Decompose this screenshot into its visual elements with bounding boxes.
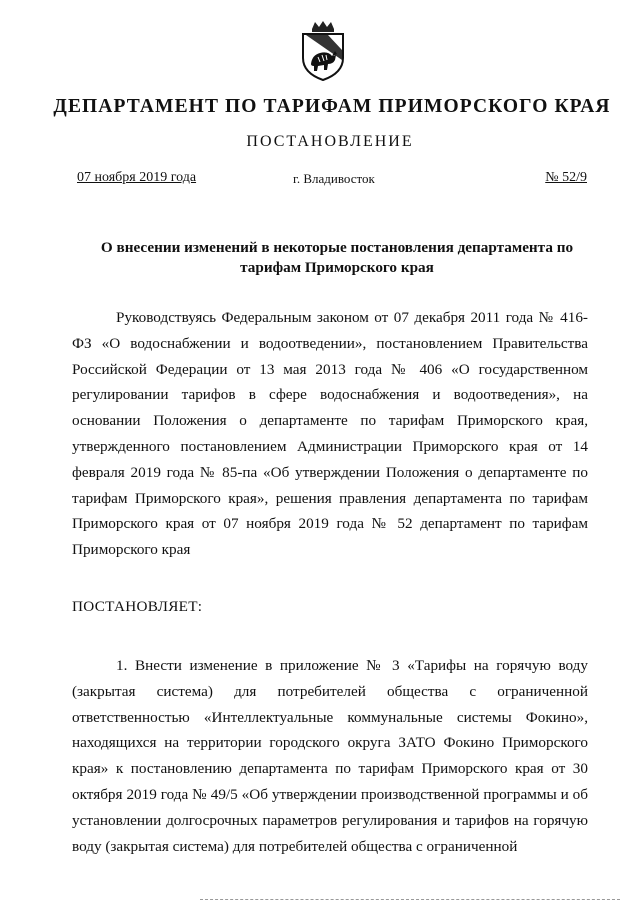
item-1-paragraph: 1. Внести изменение в приложение № 3 «Тарифы на горячую воду (закрытая система) для потребителей общества с ограниченной ответственностью «Интеллектуальные коммунальные системы Фокино», находящихся на территории городского округа ЗАТО Фокино Приморского края» к постановлению департамента по тарифам Приморского края от 30 октября 2019 года № 49/5 «Об утверждении производственной программы и об установлении долгосрочных параметров регулирования и тарифов на горячую воду (закрытая система) для потребителей общества с ограниченной bbox=[72, 657, 588, 855]
document-number: № 52/9 bbox=[545, 170, 587, 185]
resolves-heading: ПОСТАНОВЛЯЕТ: bbox=[72, 598, 203, 615]
department-title: ДЕПАРТАМЕНТ ПО ТАРИФАМ ПРИМОРСКОГО КРАЯ bbox=[53, 96, 611, 117]
document-date: 07 ноября 2019 года bbox=[77, 170, 197, 185]
document-type: ПОСТАНОВЛЕНИЕ bbox=[246, 133, 414, 150]
page-bottom-edge bbox=[200, 899, 620, 900]
coat-of-arms-icon bbox=[298, 20, 348, 82]
document-subject: О внесении изменений в некоторые постановления департамента по тарифам Приморского края bbox=[100, 239, 574, 276]
preamble-paragraph: Руководствуясь Федеральным законом от 07 декабря 2011 года № 416-ФЗ «О водоснабжении и водоотведении», постановлением Правительства Российской Федерации от 13 мая 2013 года № 406 «О государственном регулировании тарифов в сфере водоснабжения и водоотведения», на основании Положения о департаменте по тарифам Приморского края, утвержденного постановлением Администрации Приморского края от 14 февраля 2019 года № 85-па «Об утверждении Положения о департаменте по тарифам Приморского края», решения правления департамента по тарифам Приморского края от 07 ноября 2019 года № 52 департамент по тарифам Приморского края bbox=[72, 309, 588, 559]
document-city: г. Владивосток bbox=[293, 171, 375, 186]
